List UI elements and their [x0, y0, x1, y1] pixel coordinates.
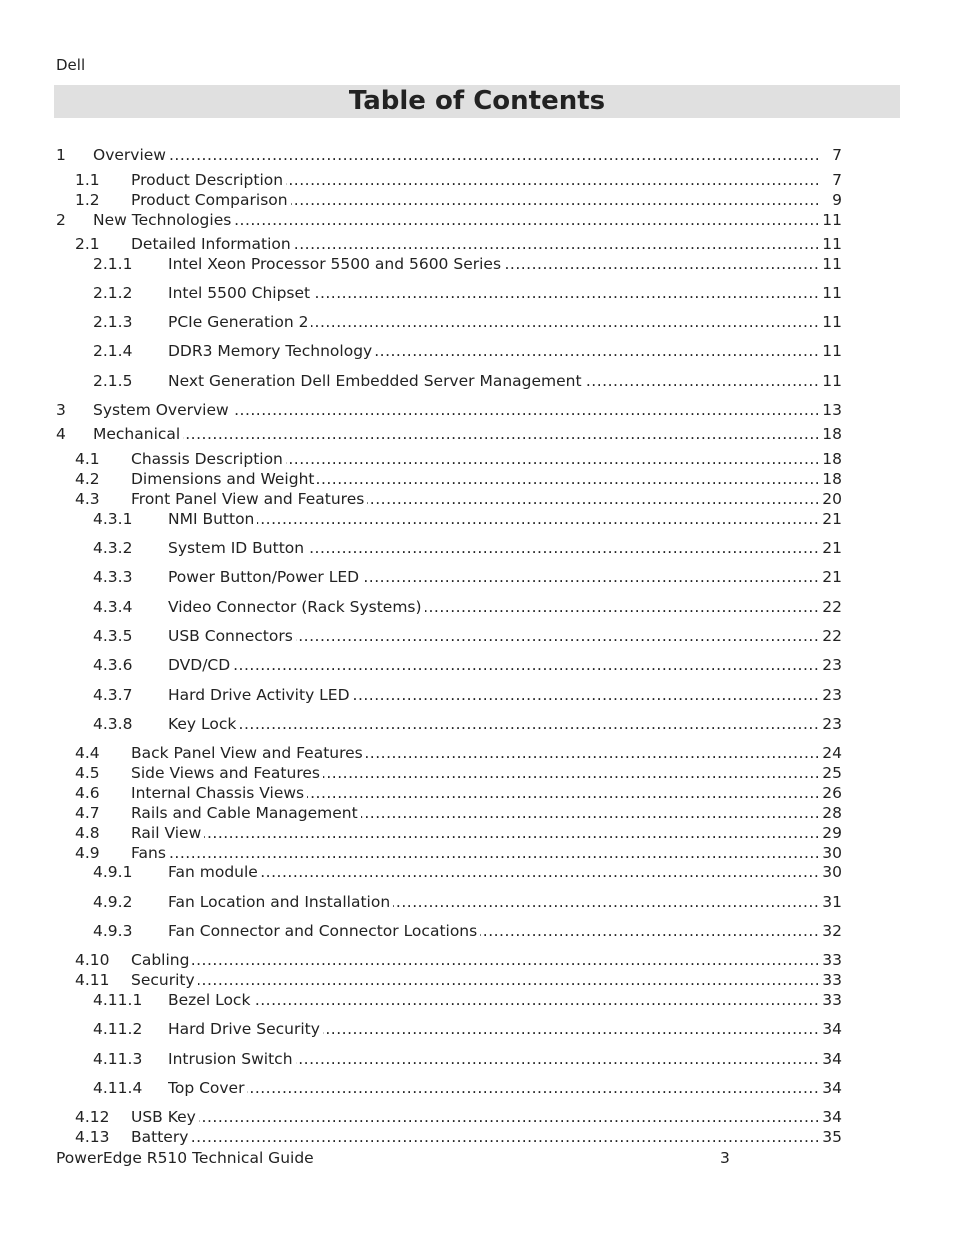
- toc-entry[interactable]: [0, 823, 954, 843]
- toc-entry-page: 7: [820, 145, 842, 165]
- toc-entry-page: 18: [820, 449, 842, 469]
- toc-entry[interactable]: [0, 655, 954, 675]
- toc-entry-number: 4.3.6: [93, 656, 133, 674]
- toc-entry-number: 4.2: [75, 470, 100, 488]
- toc-entry-label: Fan Location and Installation: [168, 893, 393, 911]
- toc-entry-label: PCIe Generation 2: [168, 313, 311, 331]
- toc-entry-number: 4.3.4: [93, 598, 133, 616]
- toc-entry-number: 4.9.1: [93, 863, 133, 881]
- toc-entry[interactable]: [0, 145, 954, 165]
- toc-entry-page: 11: [820, 312, 842, 332]
- toc-entry-number: 4.11.1: [93, 991, 143, 1009]
- toc-entry-page: 23: [820, 685, 842, 705]
- toc-entry-number: 4.1: [75, 450, 100, 468]
- toc-entry-label: Intel 5500 Chipset: [168, 284, 313, 302]
- toc-entry-title: [131, 950, 820, 970]
- toc-entry-label: Intrusion Switch: [168, 1050, 296, 1068]
- toc-entry-number: 2.1.3: [93, 313, 133, 331]
- toc-entry[interactable]: [0, 626, 954, 646]
- toc-entry-title: [131, 1107, 820, 1127]
- toc-entry-number: 4.3.3: [93, 568, 133, 586]
- toc-entry-number: 4.11.4: [93, 1079, 143, 1097]
- toc-entry-title: [131, 823, 820, 843]
- toc-entry-label: Power Button/Power LED: [168, 568, 362, 586]
- toc-entry-label: Mechanical: [93, 425, 183, 443]
- toc-entry[interactable]: [0, 921, 954, 941]
- toc-entry-number: 4.3.5: [93, 627, 133, 645]
- toc-entry-title: [131, 803, 820, 823]
- toc-entry[interactable]: [0, 170, 954, 190]
- toc-entry-label: NMI Button: [168, 510, 257, 528]
- toc-entry-title: [131, 170, 820, 190]
- toc-entry-label: Next Generation Dell Embedded Server Management: [168, 372, 585, 390]
- toc-entry-title: [131, 190, 820, 210]
- toc-entry-label: Detailed Information: [131, 235, 294, 253]
- toc-entry-number: 4.12: [75, 1108, 110, 1126]
- toc-entry-number: 4.11: [75, 971, 110, 989]
- toc-entry-page: 11: [820, 210, 842, 230]
- toc-entry[interactable]: [0, 469, 954, 489]
- toc-entry-title: [131, 843, 820, 863]
- toc-entry-page: 21: [820, 567, 842, 587]
- toc-entry-page: 24: [820, 743, 842, 763]
- toc-entry-title: [168, 921, 820, 941]
- toc-entry-page: 33: [820, 950, 842, 970]
- toc-entry-number: 4.9: [75, 844, 100, 862]
- header-brand: Dell: [56, 56, 86, 74]
- toc-entry-page: 33: [820, 990, 842, 1010]
- toc-entry-title: [168, 341, 820, 361]
- toc-entry[interactable]: [0, 312, 954, 332]
- toc-entry[interactable]: [0, 862, 954, 882]
- toc-entry[interactable]: [0, 783, 954, 803]
- toc-entry-number: 2.1: [75, 235, 100, 253]
- toc-entry-label: Rails and Cable Management: [131, 804, 361, 822]
- toc-entry-page: 9: [820, 190, 842, 210]
- toc-entry-label: Internal Chassis Views: [131, 784, 307, 802]
- toc-entry-number: 2.1.2: [93, 284, 133, 302]
- toc-entry-label: USB Key: [131, 1108, 199, 1126]
- toc-entry-title: [168, 283, 820, 303]
- toc-entry-label: New Technologies: [93, 211, 234, 229]
- toc-entry-label: USB Connectors: [168, 627, 296, 645]
- toc-entry-title: [168, 1019, 820, 1039]
- toc-entry-page: 22: [820, 597, 842, 617]
- toc-entry-label: System ID Button: [168, 539, 307, 557]
- toc-entry-label: Fans: [131, 844, 169, 862]
- toc-entry-title: [131, 1127, 820, 1147]
- toc-entry[interactable]: [0, 843, 954, 863]
- toc-entry-label: Cabling: [131, 951, 192, 969]
- toc-entry-number: 1: [56, 146, 66, 164]
- toc-entry-number: 4.13: [75, 1128, 110, 1146]
- toc-entry-label: Front Panel View and Features: [131, 490, 367, 508]
- toc-entry-title: [168, 312, 820, 332]
- toc-entry-page: 11: [820, 254, 842, 274]
- toc-entry[interactable]: [0, 1127, 954, 1147]
- toc-entry[interactable]: [0, 234, 954, 254]
- toc-entry-page: 34: [820, 1107, 842, 1127]
- toc-entry[interactable]: [0, 538, 954, 558]
- toc-entry-number: 4.7: [75, 804, 100, 822]
- toc-entry[interactable]: [0, 371, 954, 391]
- toc-entry-number: 3: [56, 401, 66, 419]
- toc-entry-number: 4.11.3: [93, 1050, 143, 1068]
- toc-entry-number: 2: [56, 211, 66, 229]
- footer-page-number: 3: [720, 1149, 730, 1167]
- toc-entry-label: Product Description: [131, 171, 286, 189]
- toc-entry-title: [168, 685, 820, 705]
- toc-entry-number: 4: [56, 425, 66, 443]
- toc-entry-label: Overview: [93, 146, 169, 164]
- toc-entry-label: Bezel Lock: [168, 991, 253, 1009]
- toc-entry[interactable]: [0, 210, 954, 230]
- toc-entry-page: 29: [820, 823, 842, 843]
- toc-entry-page: 35: [820, 1127, 842, 1147]
- toc-entry-title: [168, 538, 820, 558]
- toc-entry-page: 23: [820, 714, 842, 734]
- toc-entry[interactable]: [0, 1049, 954, 1069]
- toc-entry-page: 34: [820, 1019, 842, 1039]
- toc-entry-number: 4.9.2: [93, 893, 133, 911]
- toc-entry[interactable]: [0, 400, 954, 420]
- footer-doc-title: PowerEdge R510 Technical Guide: [56, 1149, 314, 1167]
- toc-entry-number: 4.3: [75, 490, 100, 508]
- toc-entry-title: [168, 990, 820, 1010]
- toc-entry-page: 34: [820, 1049, 842, 1069]
- toc-entry-title: [93, 400, 820, 420]
- toc-entry-title: [168, 862, 820, 882]
- toc-entry-page: 30: [820, 862, 842, 882]
- toc-entry-number: 4.3.8: [93, 715, 133, 733]
- toc-entry-page: 18: [820, 469, 842, 489]
- toc-entry-title: [168, 509, 820, 529]
- toc-entry-page: 32: [820, 921, 842, 941]
- toc-entry[interactable]: [0, 449, 954, 469]
- toc-entry-number: 4.3.1: [93, 510, 133, 528]
- toc-entry[interactable]: [0, 990, 954, 1010]
- toc-entry-label: Hard Drive Activity LED: [168, 686, 353, 704]
- toc-entry-title: [168, 371, 820, 391]
- toc-entry-label: Top Cover: [168, 1079, 247, 1097]
- toc-entry[interactable]: [0, 685, 954, 705]
- toc-entry-page: 31: [820, 892, 842, 912]
- toc-entry-page: 11: [820, 234, 842, 254]
- toc-entry-label: DDR3 Memory Technology: [168, 342, 375, 360]
- toc-entry[interactable]: [0, 970, 954, 990]
- toc-entry[interactable]: [0, 254, 954, 274]
- toc-entry[interactable]: [0, 489, 954, 509]
- toc-entry-page: 34: [820, 1078, 842, 1098]
- toc-entry[interactable]: [0, 283, 954, 303]
- toc-entry-title: [168, 1078, 820, 1098]
- toc-entry-number: 4.4: [75, 744, 100, 762]
- toc-entry-page: 11: [820, 283, 842, 303]
- toc-entry-title: [131, 763, 820, 783]
- toc-entry-number: 1.1: [75, 171, 100, 189]
- toc-entry-title: [168, 626, 820, 646]
- toc-entry-label: Intel Xeon Processor 5500 and 5600 Series: [168, 255, 504, 273]
- toc-entry-number: 4.5: [75, 764, 100, 782]
- toc-entry-page: 28: [820, 803, 842, 823]
- toc-entry-title: [93, 145, 820, 165]
- toc-entry-title: [93, 424, 820, 444]
- toc-entry-page: 23: [820, 655, 842, 675]
- toc-entry-label: Battery: [131, 1128, 191, 1146]
- toc-entry-page: 22: [820, 626, 842, 646]
- toc-entry-number: 4.8: [75, 824, 100, 842]
- toc-entry[interactable]: [0, 743, 954, 763]
- toc-entry-page: 18: [820, 424, 842, 444]
- toc-entry-page: 25: [820, 763, 842, 783]
- toc-entry[interactable]: [0, 892, 954, 912]
- toc-entry[interactable]: [0, 950, 954, 970]
- toc-entry-number: 4.11.2: [93, 1020, 143, 1038]
- toc-entry-title: [168, 655, 820, 675]
- toc-entry-number: 4.3.7: [93, 686, 133, 704]
- toc-entry-page: 33: [820, 970, 842, 990]
- toc-entry-label: Rail View: [131, 824, 204, 842]
- toc-entry-number: 2.1.1: [93, 255, 133, 273]
- toc-entry-title: [168, 1049, 820, 1069]
- toc-entry-number: 1.2: [75, 191, 100, 209]
- toc-entry-page: 21: [820, 538, 842, 558]
- toc-entry-number: 4.3.2: [93, 539, 133, 557]
- toc-entry-label: Fan module: [168, 863, 261, 881]
- toc-entry-title: [168, 714, 820, 734]
- toc-entry-title: [131, 489, 820, 509]
- toc-entry[interactable]: [0, 509, 954, 529]
- toc-entry[interactable]: [0, 190, 954, 210]
- toc-entry[interactable]: [0, 567, 954, 587]
- toc-entry[interactable]: [0, 341, 954, 361]
- toc-entry[interactable]: [0, 1019, 954, 1039]
- toc-entry-page: 30: [820, 843, 842, 863]
- toc-entry-label: Key Lock: [168, 715, 239, 733]
- toc-entry-label: Back Panel View and Features: [131, 744, 366, 762]
- toc-entry-label: Side Views and Features: [131, 764, 323, 782]
- toc-entry-number: 4.9.3: [93, 922, 133, 940]
- toc-entry-number: 4.6: [75, 784, 100, 802]
- toc-entry[interactable]: [0, 1078, 954, 1098]
- toc-entry-title: [168, 892, 820, 912]
- toc-entry[interactable]: [0, 424, 954, 444]
- toc-entry-title: [131, 449, 820, 469]
- toc-entry-title: [131, 469, 820, 489]
- toc-entry-label: Fan Connector and Connector Locations: [168, 922, 480, 940]
- toc-entry-label: Hard Drive Security: [168, 1020, 323, 1038]
- toc-entry[interactable]: [0, 1107, 954, 1127]
- toc-entry-page: 26: [820, 783, 842, 803]
- toc-entry-label: Chassis Description: [131, 450, 286, 468]
- toc-entry-page: 13: [820, 400, 842, 420]
- toc-entry-title: [131, 970, 820, 990]
- toc-entry-page: 11: [820, 341, 842, 361]
- toc-entry-title: [131, 783, 820, 803]
- toc-entry[interactable]: [0, 803, 954, 823]
- toc-entry-title: [131, 743, 820, 763]
- page-title: Table of Contents: [54, 85, 900, 118]
- toc-entry[interactable]: [0, 763, 954, 783]
- toc-entry-label: System Overview: [93, 401, 232, 419]
- toc-entry-number: 4.10: [75, 951, 110, 969]
- toc-entry-title: [168, 254, 820, 274]
- toc-entry-number: 2.1.4: [93, 342, 133, 360]
- toc-entry-label: Security: [131, 971, 198, 989]
- toc-entry-label: Dimensions and Weight: [131, 470, 317, 488]
- toc-entry-title: [131, 234, 820, 254]
- toc-entry-page: 21: [820, 509, 842, 529]
- toc-entry[interactable]: [0, 597, 954, 617]
- toc-entry-number: 2.1.5: [93, 372, 133, 390]
- toc-entry-title: [168, 597, 820, 617]
- toc-entry-page: 20: [820, 489, 842, 509]
- toc-entry-label: Product Comparison: [131, 191, 291, 209]
- toc-entry-label: DVD/CD: [168, 656, 233, 674]
- toc-entry-page: 7: [820, 170, 842, 190]
- toc-entry[interactable]: [0, 714, 954, 734]
- toc-entry-label: Video Connector (Rack Systems): [168, 598, 425, 616]
- toc-entry-title: [168, 567, 820, 587]
- toc-entry-page: 11: [820, 371, 842, 391]
- toc-entry-title: [93, 210, 820, 230]
